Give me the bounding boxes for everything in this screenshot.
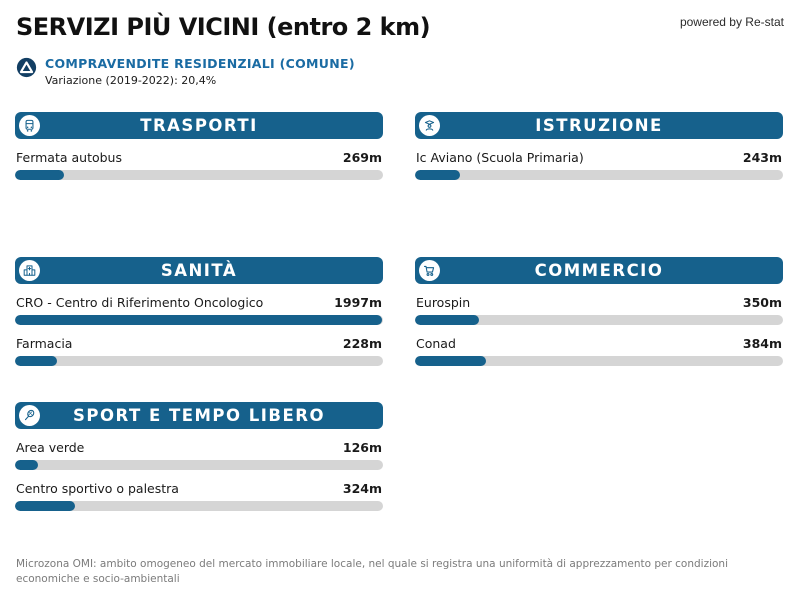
distance-bar-fill: [15, 460, 38, 470]
service-item: [15, 295, 383, 325]
item-label: Conad: [416, 336, 456, 351]
service-card: [415, 257, 783, 366]
item-list: [415, 295, 783, 366]
item-value: 350m: [742, 295, 782, 310]
distance-bar-fill: [415, 356, 486, 366]
service-item: [415, 150, 783, 180]
item-value: 243m: [742, 150, 782, 165]
section-title: TRASPORTI: [140, 116, 258, 135]
item-value: 126m: [342, 440, 382, 455]
service-item-row: [15, 295, 383, 310]
student-icon: [419, 115, 440, 136]
service-card: [15, 257, 383, 366]
page-title: SERVIZI PIÙ VICINI (entro 2 km): [16, 13, 431, 41]
section-title: COMMERCIO: [534, 261, 664, 280]
item-label: Ic Aviano (Scuola Primaria): [416, 150, 584, 165]
item-value: 1997m: [334, 295, 382, 310]
distance-bar: [415, 356, 783, 366]
section-title: SANITÀ: [160, 261, 238, 280]
distance-bar: [15, 501, 383, 511]
distance-bar-fill: [15, 315, 382, 325]
service-item: [15, 336, 383, 366]
item-value: 228m: [342, 336, 382, 351]
tennis-racket-icon: [19, 405, 40, 426]
service-item-row: [15, 440, 383, 455]
item-label: CRO - Centro di Riferimento Oncologico: [16, 295, 264, 310]
distance-bar-fill: [415, 315, 479, 325]
item-label: Centro sportivo o palestra: [16, 481, 179, 496]
service-card-header: [415, 257, 783, 284]
service-card-header: [15, 402, 383, 429]
distance-bar: [415, 315, 783, 325]
distance-bar: [15, 315, 383, 325]
distance-bar-fill: [15, 170, 64, 180]
powered-by-label: powered by Re-stat: [679, 15, 784, 29]
service-item: [15, 440, 383, 470]
services-grid: [15, 112, 800, 547]
distance-bar: [415, 170, 783, 180]
distance-bar: [15, 460, 383, 470]
service-card-header: [15, 112, 383, 139]
item-value: 324m: [342, 481, 382, 496]
footer-note: Microzona OMI: ambito omogeneo del mercato immobiliare locale, nel quale si registra una uniformità di apprezzamento per condizioni economiche e socio-ambientali: [16, 558, 729, 585]
section-title: ISTRUZIONE: [535, 116, 663, 135]
legend-text: [45, 56, 355, 87]
service-item: [415, 336, 783, 366]
section-title: SPORT E TEMPO LIBERO: [72, 406, 326, 425]
distance-bar: [15, 356, 383, 366]
item-label: Farmacia: [16, 336, 73, 351]
item-value: 384m: [742, 336, 782, 351]
distance-bar-fill: [15, 356, 57, 366]
bus-icon: [19, 115, 40, 136]
legend-subtitle: Variazione (2019-2022): 20,4%: [45, 74, 217, 87]
service-item-row: [15, 481, 383, 496]
service-card-header: [15, 257, 383, 284]
service-item-row: [415, 336, 783, 351]
item-label: Area verde: [16, 440, 85, 455]
item-list: [15, 150, 383, 180]
top-bar: [0, 0, 800, 41]
cart-icon: [419, 260, 440, 281]
service-card: [415, 112, 783, 180]
service-item: [15, 150, 383, 180]
distance-bar-fill: [415, 170, 460, 180]
service-item-row: [15, 336, 383, 351]
item-label: Eurospin: [416, 295, 471, 310]
service-item: [415, 295, 783, 325]
service-item-row: [415, 295, 783, 310]
item-list: [15, 440, 383, 511]
item-list: [15, 295, 383, 366]
service-card: [15, 402, 383, 511]
service-item-row: [15, 150, 383, 165]
service-card-header: [415, 112, 783, 139]
delta-triangle-icon: [16, 57, 37, 78]
service-item-row: [415, 150, 783, 165]
distance-bar: [15, 170, 383, 180]
market-legend: [16, 56, 784, 87]
item-label: Fermata autobus: [16, 150, 122, 165]
distance-bar-fill: [15, 501, 75, 511]
hospital-icon: [19, 260, 40, 281]
service-card: [15, 112, 383, 180]
legend-title: COMPRAVENDITE RESIDENZIALI (COMUNE): [45, 56, 355, 71]
service-item: [15, 481, 383, 511]
item-list: [415, 150, 783, 180]
item-value: 269m: [342, 150, 382, 165]
